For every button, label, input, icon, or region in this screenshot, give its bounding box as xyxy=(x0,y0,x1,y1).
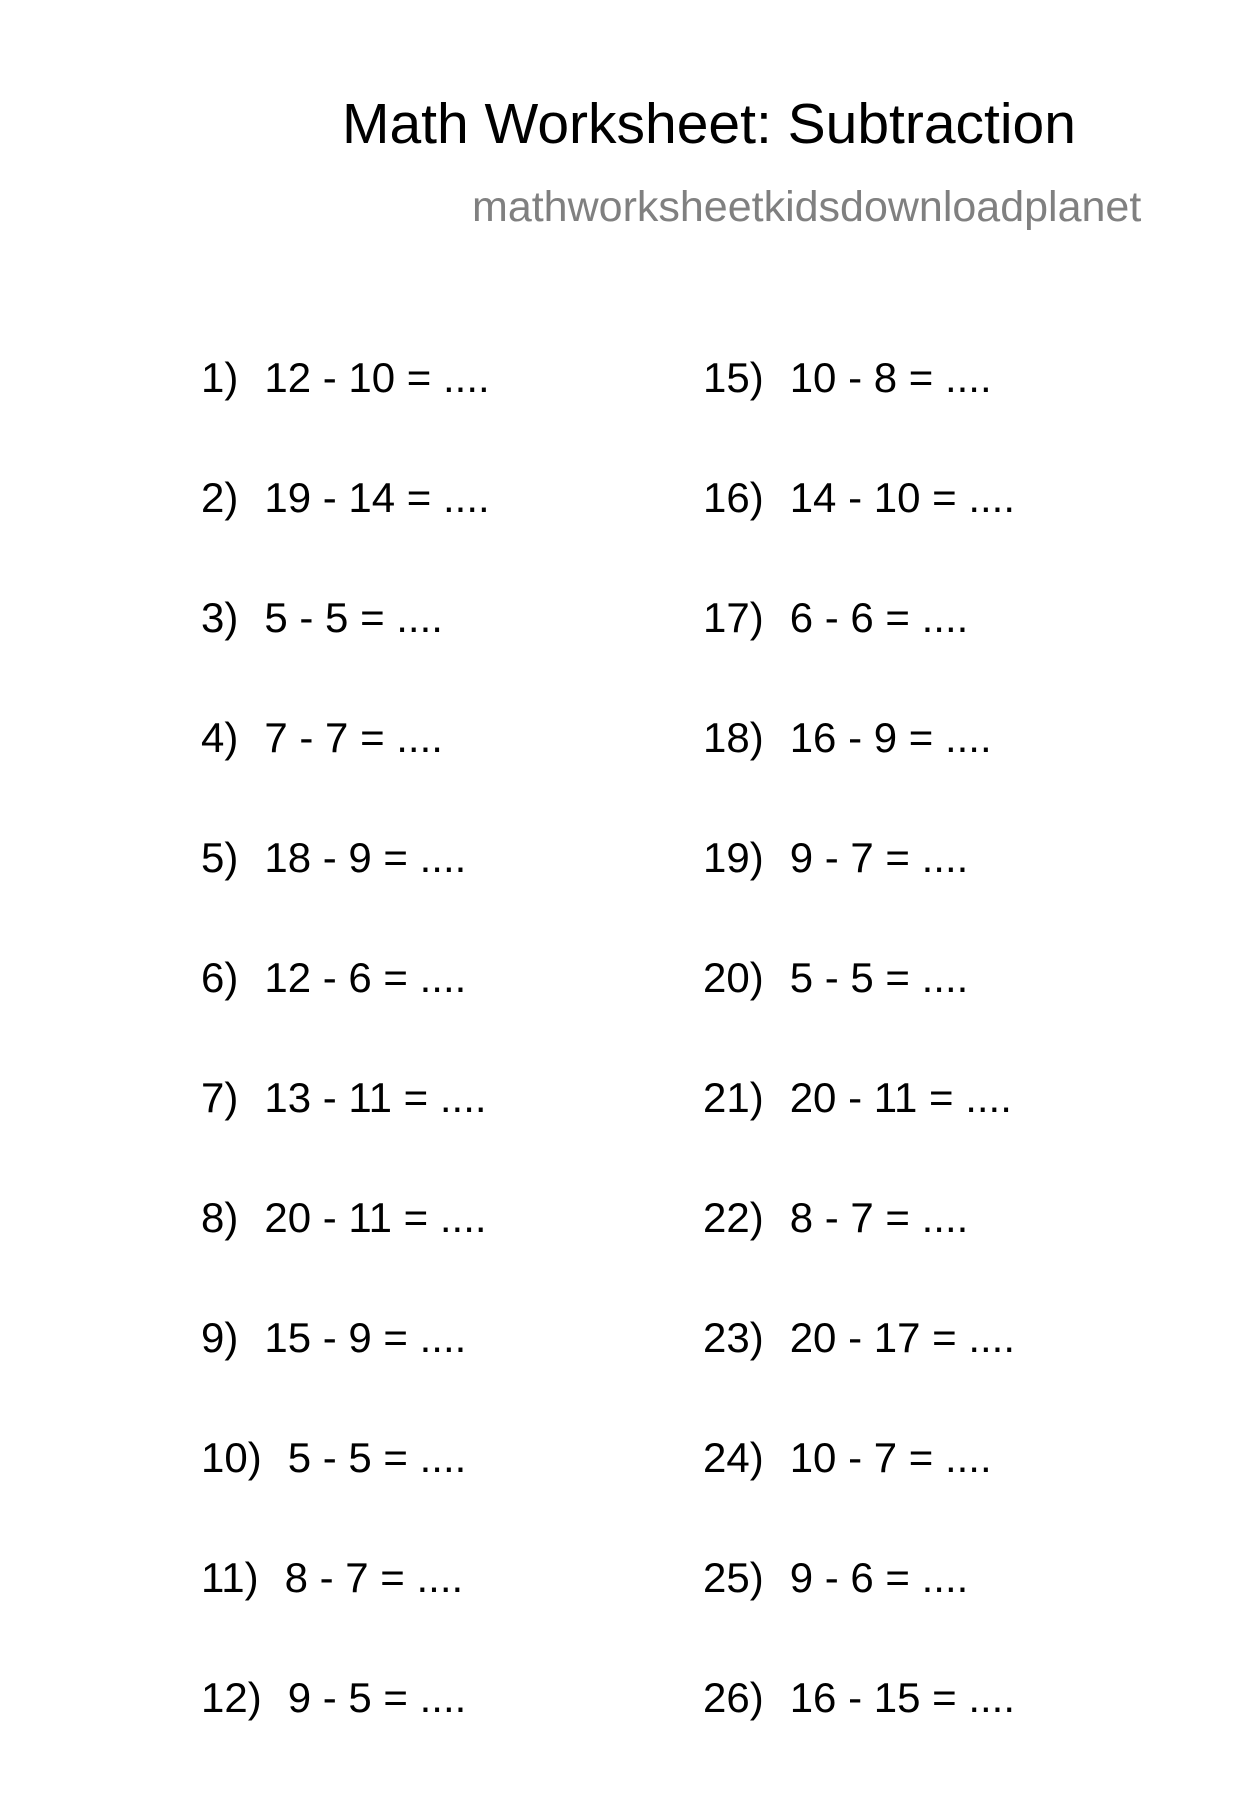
problem-item xyxy=(703,1674,1015,1794)
problem-expression: 12 - 10 = .... xyxy=(264,354,490,401)
problem-item xyxy=(201,1434,490,1554)
problem-number: 8) xyxy=(201,1194,239,1241)
problem-number: 3) xyxy=(201,594,239,641)
problem-number: 26) xyxy=(703,1674,764,1721)
problem-number: 12) xyxy=(201,1674,262,1721)
problem-expression: 6 - 6 = .... xyxy=(789,594,969,641)
problem-number: 24) xyxy=(703,1434,764,1481)
problem-number: 4) xyxy=(201,714,239,761)
problem-item xyxy=(201,1074,490,1194)
problem-number: 20) xyxy=(703,954,764,1001)
problem-item xyxy=(703,954,1015,1074)
problem-expression: 9 - 6 = .... xyxy=(789,1554,969,1601)
problem-expression: 5 - 5 = .... xyxy=(287,1434,467,1481)
problem-item xyxy=(201,594,490,714)
problem-item xyxy=(201,834,490,954)
problem-expression: 8 - 7 = .... xyxy=(789,1194,969,1241)
problem-number: 2) xyxy=(201,474,239,521)
problem-item xyxy=(703,354,1015,474)
problem-item xyxy=(703,594,1015,714)
problem-expression: 16 - 15 = .... xyxy=(789,1674,1016,1721)
problem-number: 5) xyxy=(201,834,239,881)
problem-number: 21) xyxy=(703,1074,764,1121)
worksheet-title: Math Worksheet: Subtraction xyxy=(342,92,1076,156)
problem-number: 25) xyxy=(703,1554,764,1601)
problem-item xyxy=(703,1434,1015,1554)
problem-item xyxy=(201,1674,490,1794)
problem-expression: 10 - 7 = .... xyxy=(789,1434,992,1481)
problem-item xyxy=(201,354,490,474)
problem-number: 15) xyxy=(703,354,764,401)
problem-expression: 20 - 11 = .... xyxy=(789,1074,1012,1121)
problem-expression: 10 - 8 = .... xyxy=(789,354,992,401)
problem-number: 9) xyxy=(201,1314,239,1361)
problem-number: 11) xyxy=(201,1554,259,1601)
problem-item xyxy=(703,714,1015,834)
problem-number: 6) xyxy=(201,954,239,1001)
problem-expression: 5 - 5 = .... xyxy=(789,954,969,1001)
problem-expression: 9 - 5 = .... xyxy=(287,1674,467,1721)
problem-item xyxy=(703,834,1015,954)
problem-number: 10) xyxy=(201,1434,262,1481)
problem-item xyxy=(201,1554,490,1674)
problem-item xyxy=(201,954,490,1074)
problem-expression: 9 - 7 = .... xyxy=(789,834,969,881)
problem-item xyxy=(201,714,490,834)
problem-number: 17) xyxy=(703,594,764,641)
problem-expression: 13 - 11 = .... xyxy=(264,1074,487,1121)
problem-expression: 19 - 14 = .... xyxy=(264,474,490,521)
problem-item xyxy=(703,474,1015,594)
problem-item xyxy=(201,1194,490,1314)
problem-number: 22) xyxy=(703,1194,764,1241)
problem-item xyxy=(703,1314,1015,1434)
problem-expression: 18 - 9 = .... xyxy=(264,834,467,881)
problem-item xyxy=(703,1554,1015,1674)
problem-expression: 16 - 9 = .... xyxy=(789,714,992,761)
problem-expression: 5 - 5 = .... xyxy=(264,594,443,641)
problem-number: 1) xyxy=(201,354,239,401)
problem-item xyxy=(703,1194,1015,1314)
problem-expression: 20 - 17 = .... xyxy=(789,1314,1016,1361)
problem-number: 18) xyxy=(703,714,764,761)
problem-expression: 14 - 10 = .... xyxy=(789,474,1016,521)
problem-expression: 12 - 6 = .... xyxy=(264,954,467,1001)
problem-item xyxy=(703,1074,1015,1194)
problem-column-left xyxy=(201,354,490,1794)
problem-number: 7) xyxy=(201,1074,239,1121)
problem-expression: 8 - 7 = .... xyxy=(284,1554,464,1601)
problem-expression: 7 - 7 = .... xyxy=(264,714,443,761)
problem-expression: 20 - 11 = .... xyxy=(264,1194,487,1241)
problem-expression: 15 - 9 = .... xyxy=(264,1314,467,1361)
problem-number: 19) xyxy=(703,834,764,881)
problem-item xyxy=(201,1314,490,1434)
problem-number: 16) xyxy=(703,474,764,521)
problem-column-right xyxy=(703,354,1015,1794)
problem-number: 23) xyxy=(703,1314,764,1361)
worksheet-subtitle: mathworksheetkidsdownloadplanet xyxy=(472,183,1142,231)
problem-item xyxy=(201,474,490,594)
